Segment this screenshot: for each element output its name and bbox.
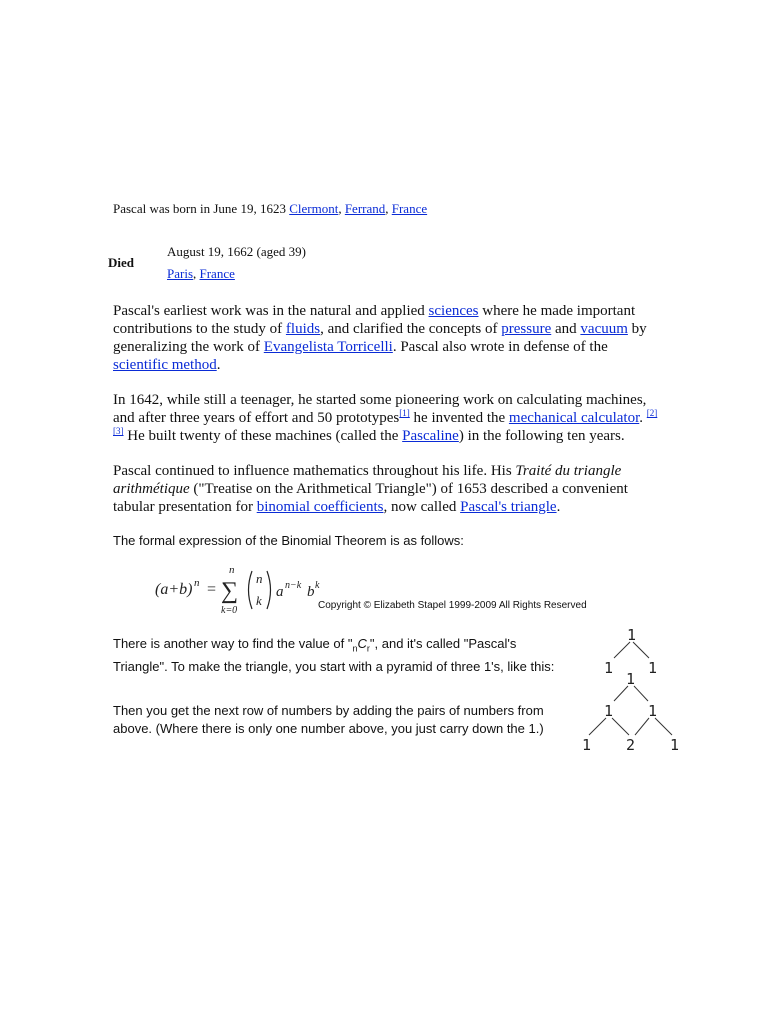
ncr-r-subscript: r [366,643,370,654]
triangle-edge [633,642,649,658]
paragraph-early-work [113,302,658,374]
copyright-notice: Copyright © Elizabeth Stapel 1999-2009 All Rights Reserved [318,600,587,611]
binom-top: n [256,571,263,586]
text: ", and it's called "Pascal's Triangle". To make the triangle, you start with a pyramid of three 1's, like this: [113,636,555,674]
triangle-number: 1 [648,702,658,720]
formula-b-exponent: k [315,580,320,591]
triangle-number: 1 [627,626,637,644]
triangle-edge [635,718,649,735]
sigma-upper-limit: n [229,564,235,576]
born-line [113,201,427,217]
text: . Pascal also wrote in defense of the [392,339,608,355]
link-mechanical-calculator[interactable]: mechanical calculator [508,410,640,426]
paragraph-next-row: Then you get the next row of numbers by adding the pairs of numbers from above. (Where there is only one number above, you just carry down the 1.) [113,703,544,736]
text: He built twenty of these machines (called the [123,428,403,444]
link-pascals-triangle[interactable]: Pascal's triangle [460,499,557,515]
died-place [167,266,235,282]
link-france[interactable]: France [391,201,428,216]
formula-equals: = [207,581,217,598]
formula-a-exponent: n−k [285,580,302,591]
separator: , [385,201,392,216]
text: In 1642, while still a teenager, he started some pioneering work on calculating machines, and after three years of effort and 50 prototypes [113,392,647,426]
text: and [551,321,581,337]
link-pascaline[interactable]: Pascaline [402,428,459,444]
text: where he made important contributions to the study of [113,303,636,337]
text: Pascal continued to influence mathematics throughout his life. His [113,463,516,479]
binom-right-paren [267,571,271,609]
paragraph-calculator [113,391,658,445]
triangle-edge [655,718,672,735]
text: . [216,357,221,373]
binom-left-paren [249,571,253,609]
triangle-number: 1 [604,702,614,720]
separator: , [338,201,345,216]
formula-a: a [276,584,284,600]
triangle-edge [634,686,648,701]
text: . [639,410,647,426]
triangle-number: 1 [648,659,658,677]
link-evangelista-torricelli[interactable]: Evangelista Torricelli [263,339,393,355]
link-sciences[interactable]: sciences [428,303,479,319]
paragraph-pascals-triangle-intro [113,635,573,676]
treatise-title: Traité du triangle arithmétique [113,463,622,497]
binom-bottom: k [256,593,262,608]
separator: , [193,266,200,281]
formula-b: b [307,584,315,600]
formal-expression-intro: The formal expression of the Binomial Theorem is as follows: [113,533,464,548]
binomial-theorem-formula [155,560,335,616]
triangle-number: 2 [626,736,636,754]
born-text: Pascal was born in June 19, 1623 [113,201,290,216]
pascal-triangle-large [572,668,692,754]
text: by generalizing the work of [113,321,647,355]
triangle-number: 1 [604,659,614,677]
link-clermont[interactable]: Clermont [289,201,339,216]
text: ) in the following ten years. [458,428,625,444]
text: , and clarified the concepts of [320,321,502,337]
text: he invented the [409,410,509,426]
link-vacuum[interactable]: vacuum [580,321,628,337]
formula-lhs: (a+b) [155,581,193,598]
link-pressure[interactable]: pressure [501,321,552,337]
paragraph-triangle-treatise [113,462,658,516]
text: . [556,499,561,515]
text: ("Treatise on the Arithmetical Triangle") of 1653 described a convenient tabular presentation for [113,481,628,515]
link-scientific-method[interactable]: scientific method [113,357,217,373]
sigma-symbol: ∑ [221,578,239,604]
triangle-number: 1 [670,736,680,754]
reference-link-2-3[interactable]: [2][3] [113,408,658,436]
link-ferrand[interactable]: Ferrand [344,201,386,216]
died-date: August 19, 1662 (aged 39) [167,244,307,259]
triangle-number: 1 [582,736,592,754]
triangle-edge [589,718,606,735]
link-france-died[interactable]: France [199,266,235,281]
link-paris[interactable]: Paris [167,266,193,281]
died-label: Died [108,255,134,270]
sigma-lower-limit: k=0 [221,605,238,616]
triangle-edge [612,718,629,735]
text: There is another way to find the value of " [113,636,353,651]
link-fluids[interactable]: fluids [285,321,321,337]
triangle-edge [614,642,630,658]
triangle-edge [614,686,628,701]
text: Pascal's earliest work was in the natural and applied [113,303,429,319]
formula-lhs-exponent: n [194,577,200,589]
triangle-number: 1 [626,670,636,688]
text: , now called [383,499,461,515]
link-binomial-coefficients[interactable]: binomial coefficients [256,499,384,515]
ncr-n-subscript: n [352,643,358,654]
reference-link-1[interactable]: [1] [399,408,410,418]
ncr-c: C [357,636,367,651]
